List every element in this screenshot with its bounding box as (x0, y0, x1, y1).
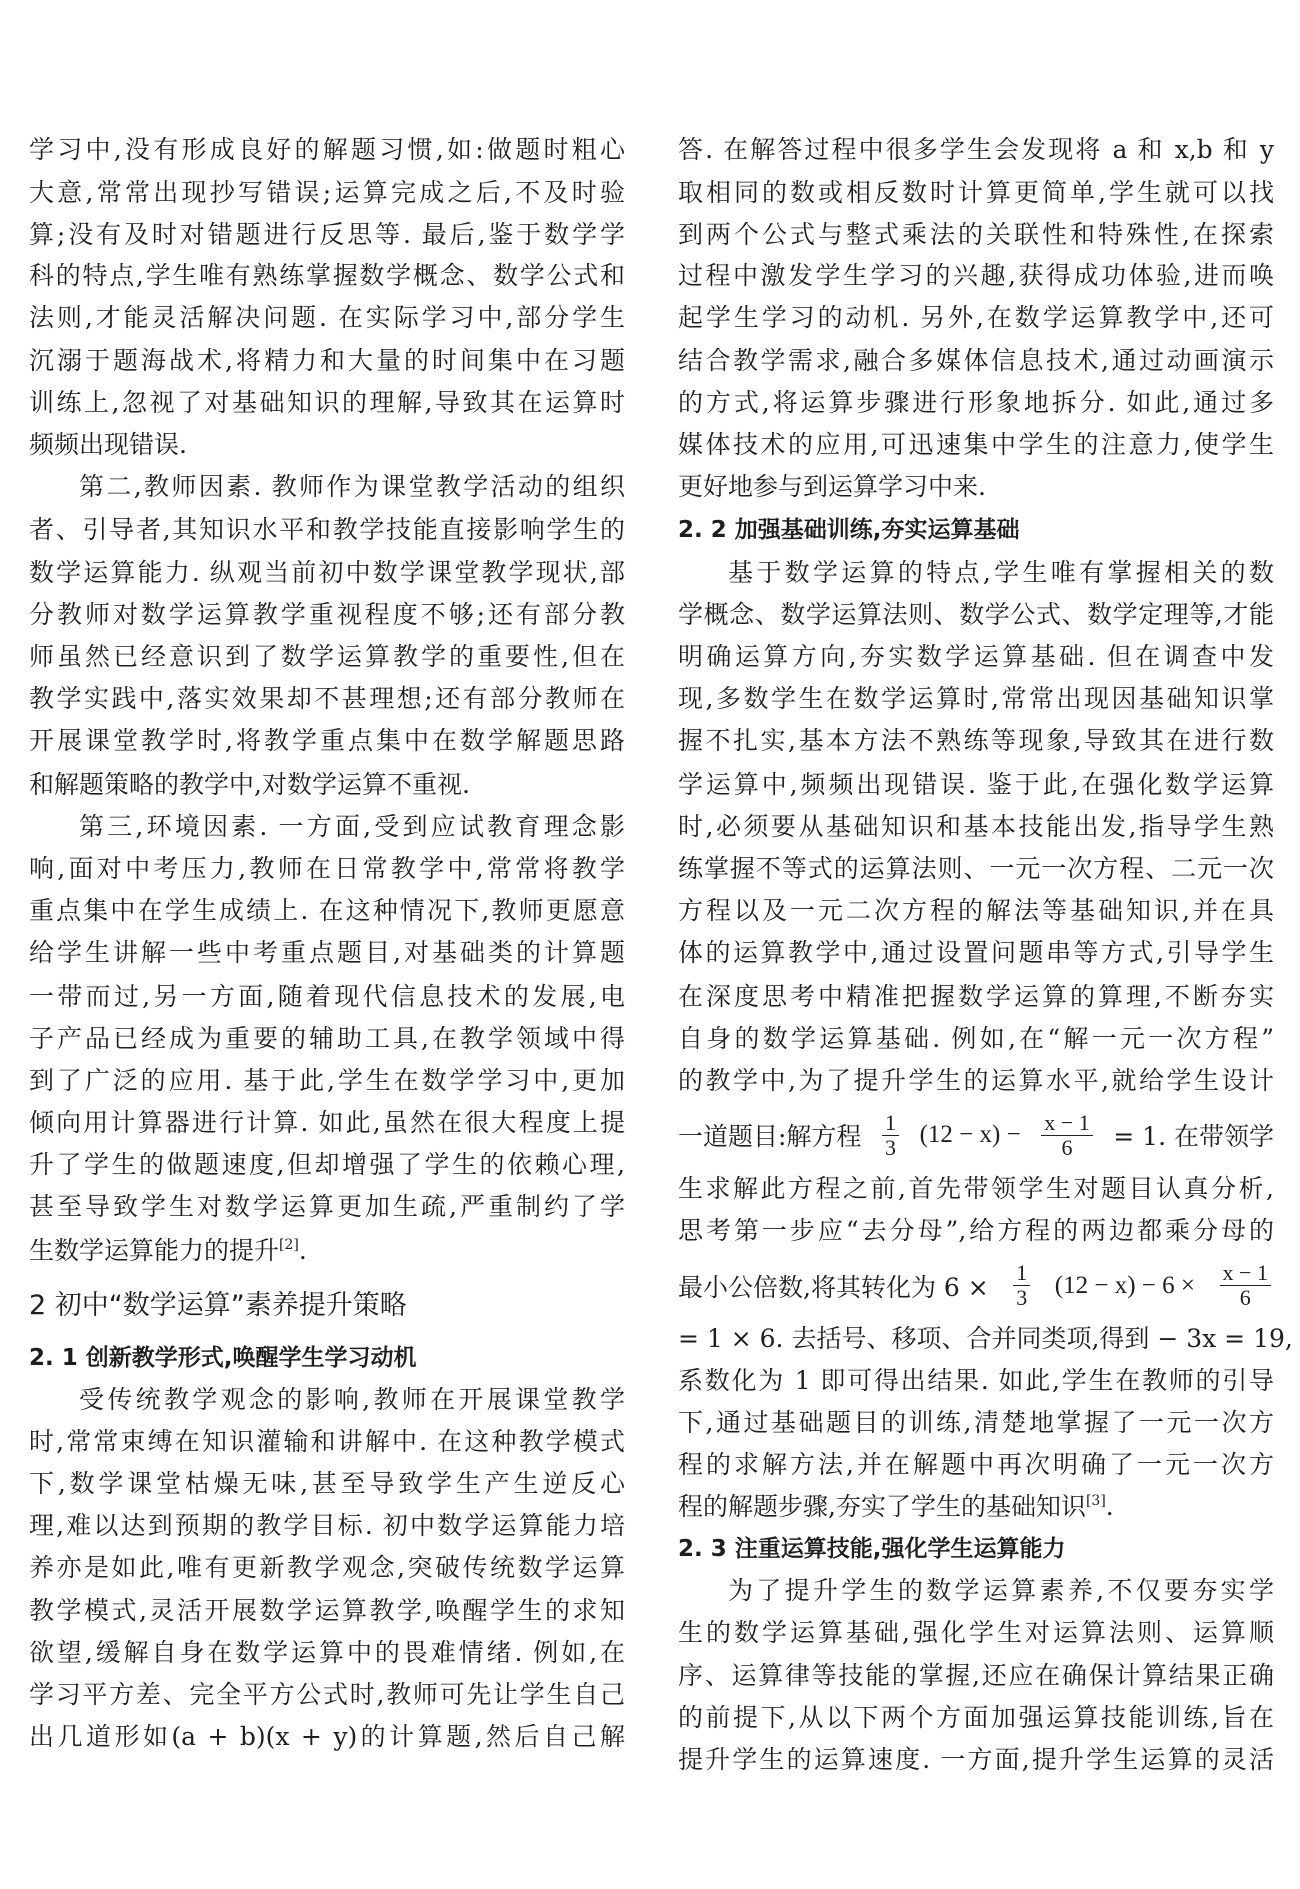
text-line (678, 1655, 1274, 1697)
line-text: 基于数学运算的特点,学生唯有掌握相关的数 (728, 557, 1274, 587)
line-text: 子产品已经成为重要的辅助工具,在教学领域中得 (29, 1023, 625, 1053)
line-text: 者、引导者,其知识水平和教学技能直接影响学生的 (29, 514, 625, 544)
numerator: 1 (1013, 1261, 1030, 1286)
text-line (29, 1060, 625, 1102)
line-text: 科的特点,学生唯有熟练掌握数学概念、数学公式和 (29, 260, 625, 290)
line-text: 学习平方差、完全平方公式时,教师可先让学生自己 (29, 1679, 625, 1709)
text-line (29, 1379, 625, 1421)
line-text: 在深度思考中精准把握数学运算的算理,不断夯实 (678, 981, 1274, 1011)
text-line (29, 1674, 625, 1716)
line-text: 频频出现错误. (29, 430, 187, 460)
line-text: 养亦是如此,唯有更新教学观念,突破传统数学运算 (29, 1553, 625, 1583)
text-line (678, 932, 1274, 974)
line-text: 提升学生的运算速度. 一方面,提升学生运算的灵活 (678, 1744, 1274, 1774)
line-text: 算;没有及时对错题进行反思等. 最后,鉴于数学学 (29, 219, 625, 249)
text-line (29, 552, 625, 594)
line-text: 方程以及一元二次方程的解法等基础知识,并在具 (678, 896, 1274, 926)
line-text: 到两个公式与整式乘法的关联性和特殊性,在探索 (678, 219, 1274, 249)
text-line (678, 720, 1274, 762)
line-text: 甚至导致学生对数学运算更加生疏,严重制约了学 (29, 1192, 625, 1222)
equation-prefix: 一道题目:解方程 (678, 1122, 862, 1152)
line-text: 响,面对中考压力,教师在日常教学中,常常将教学 (29, 854, 625, 884)
text-line (678, 890, 1274, 932)
text-line (678, 1060, 1274, 1102)
line-text: 生的数学运算基础,强化学生对运算法则、运算顺 (678, 1618, 1274, 1648)
line-text: 媒体技术的应用,可迅速集中学生的注意力,使学生 (678, 430, 1274, 460)
text-line (29, 214, 625, 256)
text-line (29, 1144, 625, 1186)
line-text: 时,必须要从基础知识和基本技能出发,指导学生熟 (678, 811, 1274, 841)
line-text: 的方式,将运算步骤进行形象地拆分. 如此,通过多 (678, 388, 1274, 418)
equation-line-transformed (678, 1256, 1274, 1316)
citation-reference: [3] (1085, 1493, 1106, 1510)
text-line (29, 636, 625, 678)
line-text: 一带而过,另一方面,随着现代信息技术的发展,电 (29, 981, 625, 1011)
line-text: 练掌握不等式的运算法则、一元一次方程、二元一次 (678, 854, 1274, 884)
text-line (678, 1444, 1274, 1486)
text-line (29, 1230, 625, 1272)
text-line (678, 1168, 1274, 1210)
text-line (678, 1318, 1293, 1360)
line-text: 答. 在解答过程中很多学生会发现将 a 和 x,b 和 y (678, 135, 1274, 165)
text-line (678, 382, 1274, 424)
line-text: 现,多数学生在数学运算时,常常出现因基础知识掌 (678, 684, 1274, 714)
line-text: 受传统教学观念的影响,教师在开展课堂教学 (79, 1384, 625, 1414)
fraction-x-minus-1-over-6 (1041, 1111, 1092, 1160)
line-text: 过程中激发学生学习的兴趣,获得成功体验,进而唤 (678, 260, 1274, 290)
period: . (298, 1235, 307, 1265)
text-line (678, 1360, 1274, 1402)
equation-line (678, 1105, 1274, 1165)
line-text: 第三,环境因素. 一方面,受到应试教育理念影 (79, 811, 625, 841)
text-line (29, 1505, 625, 1547)
subsection-heading (29, 1337, 625, 1379)
right-column (678, 0, 1293, 1889)
line-text: 程的求解方法,并在解题中再次明确了一元一次方 (678, 1449, 1274, 1479)
numerator: x − 1 (1220, 1261, 1271, 1286)
line-text: 程的解题步骤,夯实了学生的基础知识 (678, 1492, 1086, 1522)
text-line (29, 1632, 625, 1674)
line-text: 的教学中,为了提升学生的运算水平,就给学生设计 (678, 1065, 1274, 1095)
text-line (29, 932, 625, 974)
text-line (29, 1547, 625, 1589)
text-line (29, 764, 625, 806)
text-line (29, 806, 625, 848)
text-line (29, 976, 625, 1018)
line-text: 法则,才能灵活解决问题. 在实际学习中,部分学生 (29, 302, 625, 332)
text-line (29, 1421, 625, 1463)
text-line (29, 424, 625, 466)
subsection-heading (678, 509, 1274, 551)
line-text: 教学实践中,落实效果却不甚理想;还有部分教师在 (29, 684, 625, 714)
text-line (29, 848, 625, 890)
line-text: 学运算中,频频出现错误. 鉴于此,在强化数学运算 (678, 769, 1274, 799)
line-text: 数学运算能力. 纵观当前初中数学课堂教学现状,部 (29, 557, 625, 587)
line-text: 生求解此方程之前,首先带领学生对题目认真分析, (678, 1174, 1274, 1204)
equation-suffix: = 1. 在带领学 (1113, 1122, 1274, 1152)
text-line (678, 1402, 1274, 1444)
line-text: 分教师对数学运算教学重视程度不够;还有部分教 (29, 600, 625, 630)
line-text: 学概念、数学运算法则、数学公式、数学定理等,才能 (678, 600, 1274, 630)
text-line (29, 129, 625, 171)
text-line (29, 340, 625, 382)
denominator: 6 (1061, 1134, 1073, 1160)
line-text: 出几道形如(a + b)(x + y)的计算题,然后自己解 (29, 1721, 625, 1751)
line-text: 自身的数学运算基础. 例如,在“解一元一次方程” (678, 1023, 1274, 1053)
text-line (29, 1102, 625, 1144)
line-text: 下,数学课堂枯燥无味,甚至导致学生产生逆反心 (29, 1469, 625, 1499)
text-line (29, 720, 625, 762)
text-line (29, 382, 625, 424)
line-text: 握不扎实,基本方法不熟练等现象,导致其在进行数 (678, 726, 1274, 756)
fraction-one-third (1013, 1261, 1030, 1310)
text-line (29, 172, 625, 214)
text-line (29, 1186, 625, 1228)
text-line (29, 255, 625, 297)
line-text: 2 初中“数学运算”素养提升策略 (29, 1290, 407, 1321)
line-text: 结合教学需求,融合多媒体信息技术,通过动画演示 (678, 346, 1274, 376)
section-heading (29, 1285, 625, 1327)
text-line (29, 1590, 625, 1632)
denominator: 6 (1239, 1285, 1251, 1311)
fraction-x-minus-1-over-6 (1220, 1261, 1271, 1310)
text-line (678, 764, 1274, 806)
text-line (678, 172, 1274, 214)
line-text: 系数化为 1 即可得出结果. 如此,学生在教师的引导 (678, 1365, 1274, 1395)
line-text: 沉溺于题海战术,将精力和大量的时间集中在习题 (29, 346, 625, 376)
denominator: 3 (885, 1134, 897, 1160)
fraction-one-third (882, 1111, 899, 1160)
text-line (29, 678, 625, 720)
line-text: 欲望,缓解自身在数学运算中的畏难情绪. 例如,在 (29, 1637, 625, 1667)
line-text: 2. 1 创新教学形式,唤醒学生学习动机 (29, 1344, 417, 1371)
text-line (678, 1210, 1274, 1252)
text-line (678, 297, 1274, 339)
text-line (678, 1739, 1274, 1781)
text-line (678, 594, 1274, 636)
line-text: 思考第一步应“去分母”,给方程的两边都乘分母的 (678, 1216, 1274, 1246)
text-line (29, 466, 625, 508)
line-text: 生数学运算能力的提升 (29, 1235, 280, 1265)
text-line (29, 594, 625, 636)
numerator: x − 1 (1041, 1111, 1092, 1136)
text-line (678, 806, 1274, 848)
text-line (678, 1697, 1274, 1739)
text-line (29, 509, 625, 551)
line-text: 序、运算律等技能的掌握,还应在确保计算结果正确 (678, 1660, 1274, 1690)
line-text: 理,难以达到预期的教学目标. 初中数学运算能力培 (29, 1511, 625, 1541)
text-line (29, 297, 625, 339)
line-text: 大意,常常出现抄写错误;运算完成之后,不及时验 (29, 177, 625, 207)
left-column (29, 0, 625, 1889)
text-line (678, 214, 1274, 256)
denominator: 3 (1016, 1285, 1028, 1311)
text-line (678, 255, 1274, 297)
text-line (678, 129, 1274, 171)
line-text: 为了提升学生的数学运算素养,不仅要夯实学 (728, 1576, 1274, 1606)
subsection-heading (678, 1528, 1274, 1570)
text-line (678, 1570, 1274, 1612)
period: . (1105, 1492, 1114, 1522)
line-text: 训练上,忽视了对基础知识的理解,导致其在运算时 (29, 388, 625, 418)
line-text: 2. 2 加强基础训练,夯实运算基础 (678, 516, 1020, 543)
line-text: 起学生学习的动机. 另外,在数学运算教学中,还可 (678, 302, 1274, 332)
text-line (678, 466, 1274, 508)
line-text: 时,常常束缚在知识灌输和讲解中. 在这种教学模式 (29, 1427, 625, 1457)
text-line (678, 678, 1274, 720)
line-text: 2. 3 注重运算技能,强化学生运算能力 (678, 1536, 1066, 1563)
line-text: 体的运算教学中,通过设置问题串等方式,引导学生 (678, 938, 1274, 968)
equation-middle: (12 − x) − 6 × (1054, 1271, 1195, 1299)
text-line (678, 424, 1274, 466)
line-text: 明确运算方向,夯实数学运算基础. 但在调查中发 (678, 642, 1274, 672)
text-line (678, 552, 1274, 594)
text-line (678, 976, 1274, 1018)
line-text: 取相同的数或相反数时计算更简单,学生就可以找 (678, 177, 1274, 207)
citation-reference: [2] (279, 1236, 299, 1253)
line-text: 更好地参与到运算学习中来. (678, 472, 986, 502)
line-text: 师虽然已经意识到了数学运算教学的重要性,但在 (29, 642, 625, 672)
line-text: 学习中,没有形成良好的解题习惯,如:做题时粗心 (29, 135, 625, 165)
text-line (678, 1486, 1274, 1528)
line-text: 下,通过基础题目的训练,清楚地掌握了一元一次方 (678, 1407, 1274, 1437)
line-text: 重点集中在学生成绩上. 在这种情况下,教师更愿意 (29, 896, 625, 926)
text-line (678, 848, 1274, 890)
text-line (29, 890, 625, 932)
numerator: 1 (882, 1111, 899, 1136)
line-text: 升了学生的做题速度,但却增强了学生的依赖心理, (29, 1150, 625, 1180)
equation-prefix: 最小公倍数,将其转化为 6 × (678, 1272, 989, 1302)
line-text: = 1 × 6. 去括号、移项、合并同类项,得到 − 3x = 19, (678, 1323, 1293, 1353)
text-line (29, 1463, 625, 1505)
text-line (29, 1716, 625, 1758)
line-text: 到了广泛的应用. 基于此,学生在数学学习中,更加 (29, 1065, 625, 1095)
line-text: 第二,教师因素. 教师作为课堂教学活动的组织 (79, 472, 625, 502)
line-text: 和解题策略的教学中,对数学运算不重视. (29, 769, 470, 799)
line-text: 给学生讲解一些中考重点题目,对基础类的计算题 (29, 938, 625, 968)
line-text: 倾向用计算器进行计算. 如此,虽然在很大程度上提 (29, 1108, 625, 1138)
text-line (29, 1018, 625, 1060)
line-text: 开展课堂教学时,将教学重点集中在数学解题思路 (29, 726, 625, 756)
text-line (678, 1612, 1274, 1654)
line-text: 的前提下,从以下两个方面加强运算技能训练,旨在 (678, 1702, 1274, 1732)
text-line (678, 636, 1274, 678)
line-text: 教学模式,灵活开展数学运算教学,唤醒学生的求知 (29, 1595, 625, 1625)
text-line (678, 1018, 1274, 1060)
equation-middle: (12 − x) − (919, 1121, 1021, 1149)
text-line (678, 340, 1274, 382)
